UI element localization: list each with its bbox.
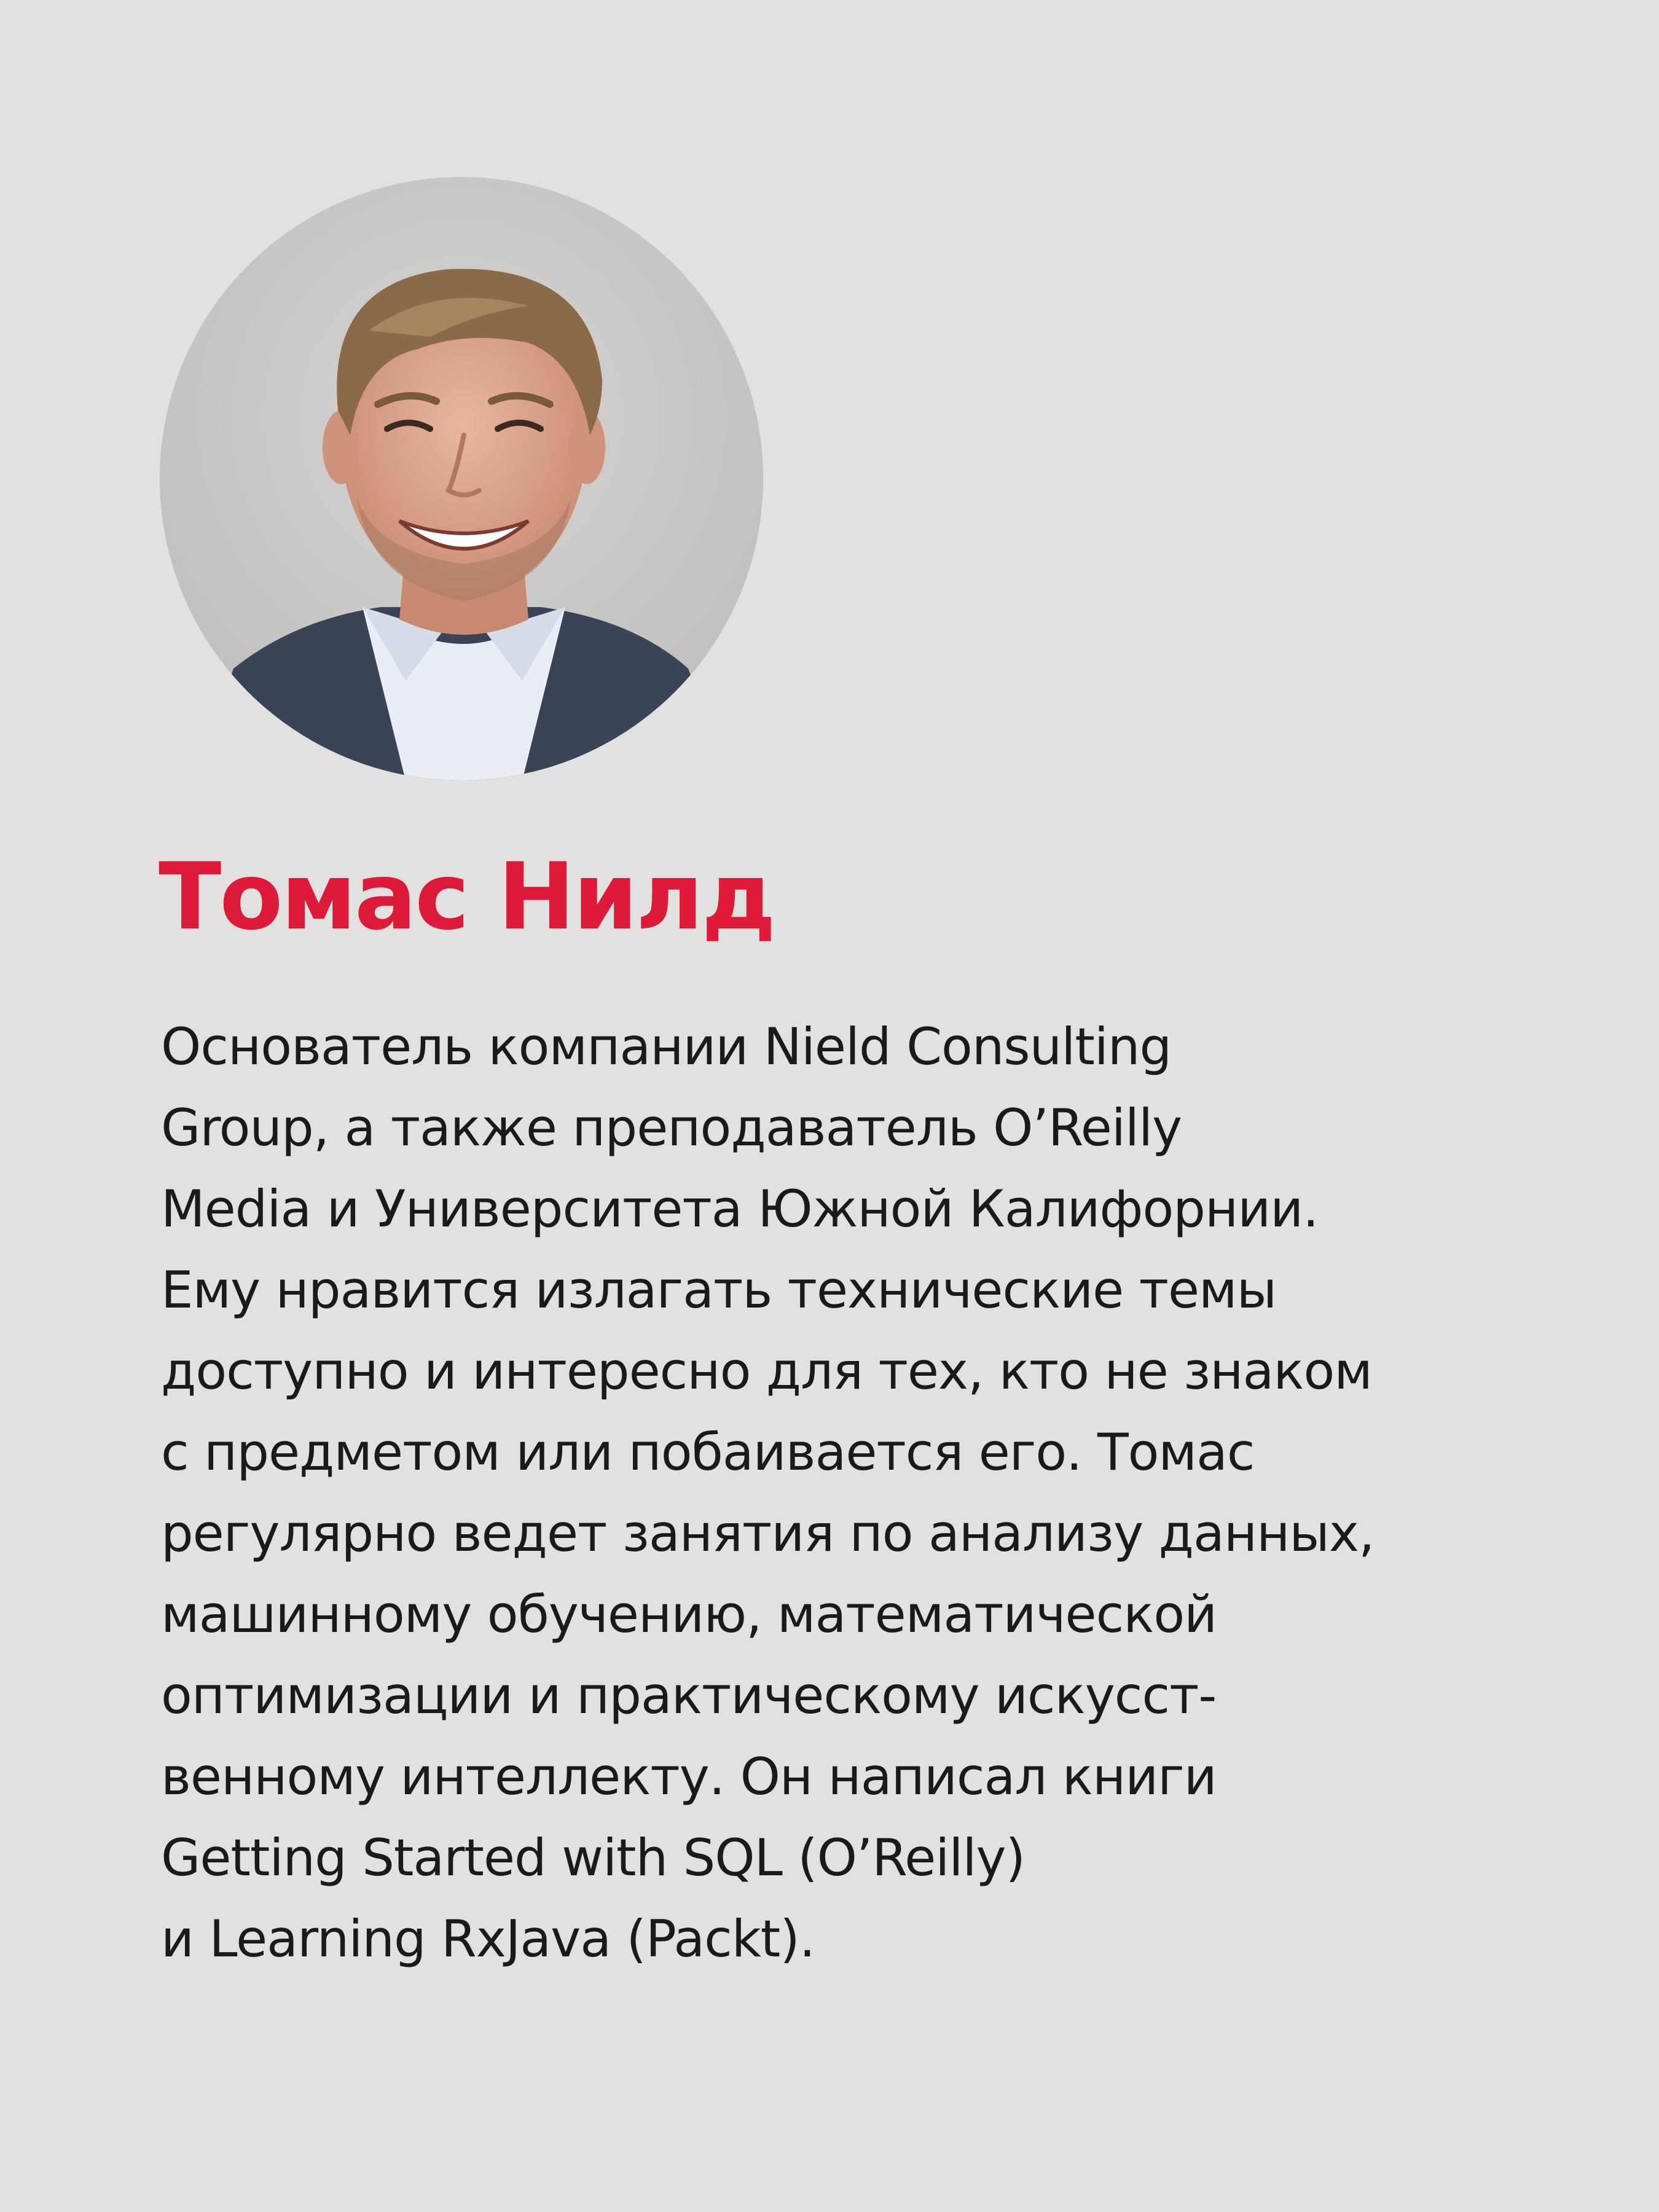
author-photo (160, 177, 763, 780)
portrait-photo-icon (160, 177, 763, 780)
bio-line: Group, а также преподаватель O’Reilly (161, 1098, 1182, 1158)
bio-line: доступно и интересно для тех, кто не знаком (161, 1341, 1372, 1401)
bio-line: машинному обучению, математической (161, 1585, 1217, 1644)
bio-line: оптимизации и практическому искусст- (161, 1666, 1217, 1725)
bio-line: и Learning RxJava (Packt). (161, 1909, 815, 1969)
bio-line: Media и Университета Южной Калифорнии. (161, 1179, 1319, 1239)
bio-line: Getting Started with SQL (O’Reilly) (161, 1828, 1025, 1888)
author-bio (161, 1006, 1574, 1980)
author-name: Томас Нилд (159, 844, 774, 951)
bio-line: Основатель компании Nield Consulting (161, 1017, 1172, 1077)
bio-line: венному интеллекту. Он написал книги (161, 1747, 1217, 1806)
bio-line: регулярно ведет занятия по анализу данных, (161, 1504, 1375, 1563)
bio-line: с предметом или побаивается его. Томас (161, 1422, 1255, 1482)
bio-line: Ему нравится излагать технические темы (161, 1260, 1277, 1320)
